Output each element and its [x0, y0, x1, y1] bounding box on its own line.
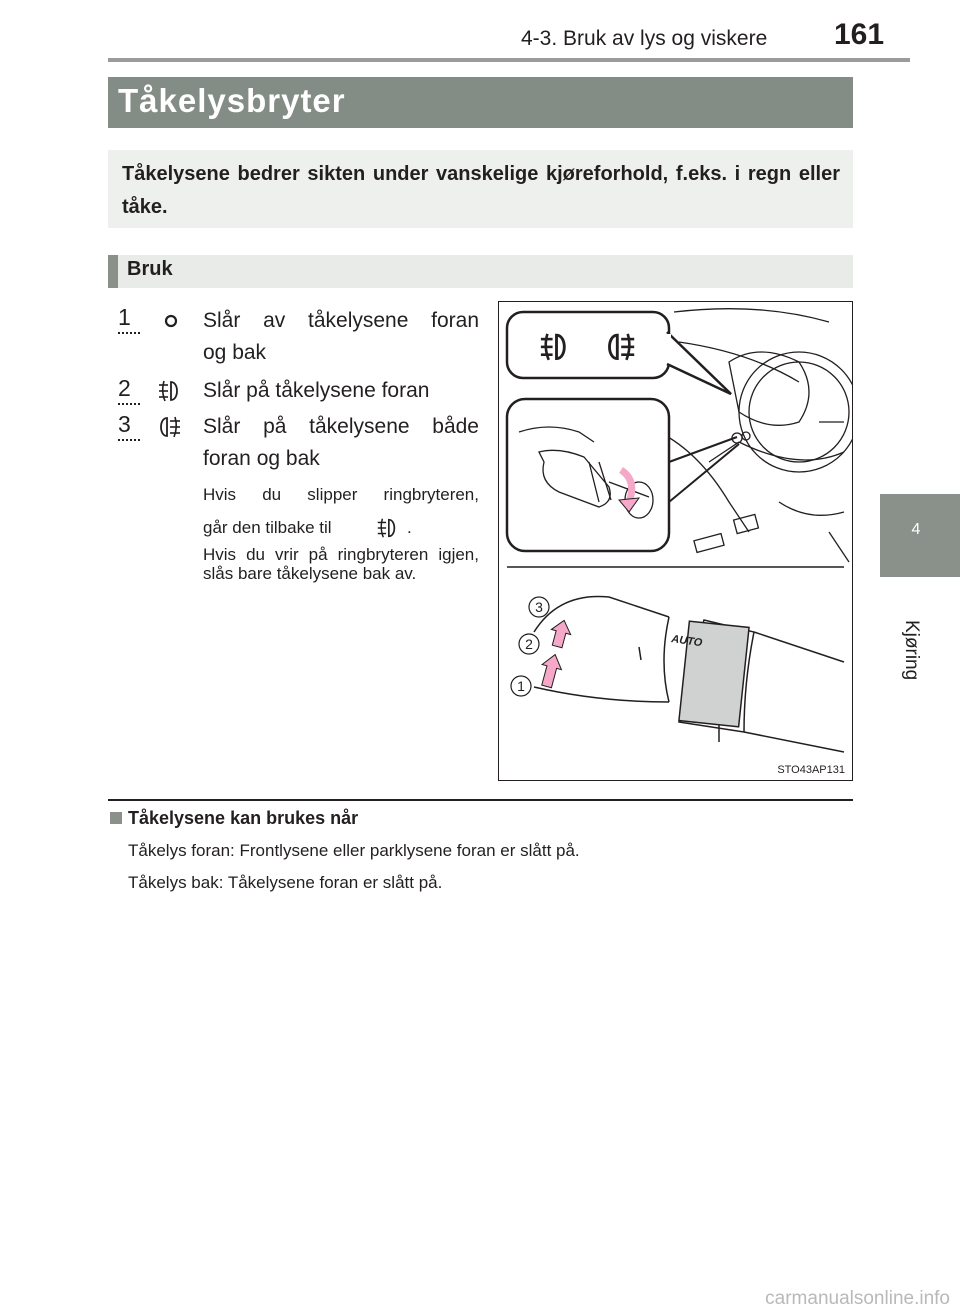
svg-text:1: 1 — [517, 678, 525, 694]
section-heading: Bruk — [127, 258, 173, 280]
section-heading-accent — [108, 255, 118, 288]
callout-1 — [511, 676, 531, 696]
front-fog-light-icon — [156, 378, 182, 404]
item-number-1: 1 — [118, 304, 142, 331]
arrow-up-2 — [537, 652, 565, 689]
callout-pointer — [667, 332, 731, 394]
section-header: 4-3. Bruk av lys og viskere — [521, 27, 768, 50]
note-2: Hvis du vrir på ringbryteren igjen, slås bare tåkelysene bak av. — [203, 545, 479, 583]
item-text-3: foran og bak — [203, 447, 320, 470]
watermark: carmanualsonline.info — [765, 1288, 950, 1309]
illustration-figure — [498, 301, 853, 781]
illustration — [499, 302, 852, 780]
front-fog-light-icon — [375, 516, 399, 540]
dashboard-drawing — [659, 309, 852, 562]
svg-text:2: 2 — [525, 636, 533, 652]
note-1-end: . — [407, 518, 412, 537]
note-1: går den tilbake til — [203, 518, 332, 537]
chapter-label: Kjøring — [901, 620, 922, 681]
conditions-line-2: Tåkelys bak: Tåkelysene foran er slått på. — [128, 873, 443, 892]
arrow-up-3 — [547, 618, 573, 649]
auto-label: AUTO — [670, 633, 703, 650]
callout-bubble — [507, 312, 669, 378]
intro-text: Tåkelysene bedrer sikten under vanskelige kjøreforhold, f.eks. i regn eller tåke. — [122, 163, 840, 218]
section-heading-box — [108, 255, 853, 288]
item-text-1: og bak — [203, 341, 267, 364]
conditions-title: Tåkelysene kan brukes når — [128, 808, 359, 828]
header-rule — [108, 58, 910, 62]
item-number-3: 3 — [118, 411, 142, 438]
off-circle-icon — [158, 308, 184, 334]
page-number: 161 — [834, 18, 885, 51]
inset-box — [507, 399, 669, 551]
item-number-2: 2 — [118, 375, 142, 402]
callout-3 — [529, 597, 549, 617]
item-text-3-line-1: Slår på tåkelysene både — [203, 415, 479, 438]
section-rule — [108, 799, 853, 801]
page-title: Tåkelysbryter — [118, 82, 346, 119]
item-text-1-line-1: Slår av tåkelysene foran — [203, 309, 479, 332]
item-text-2: Slår på tåkelysene foran — [203, 379, 430, 402]
inset-leader — [669, 437, 739, 502]
rear-fog-light-icon — [156, 414, 182, 440]
conditions-line-1: Tåkelys foran: Frontlysene eller parklysene foran er slått på. — [128, 841, 580, 860]
chapter-number: 4 — [911, 521, 921, 538]
note-1-line-1: Hvis du slipper ringbryteren, — [203, 485, 479, 504]
figure-code: STO43AP131 — [777, 764, 845, 776]
bullet-square — [110, 812, 122, 824]
callout-2 — [519, 634, 539, 654]
svg-text:3: 3 — [535, 599, 543, 615]
